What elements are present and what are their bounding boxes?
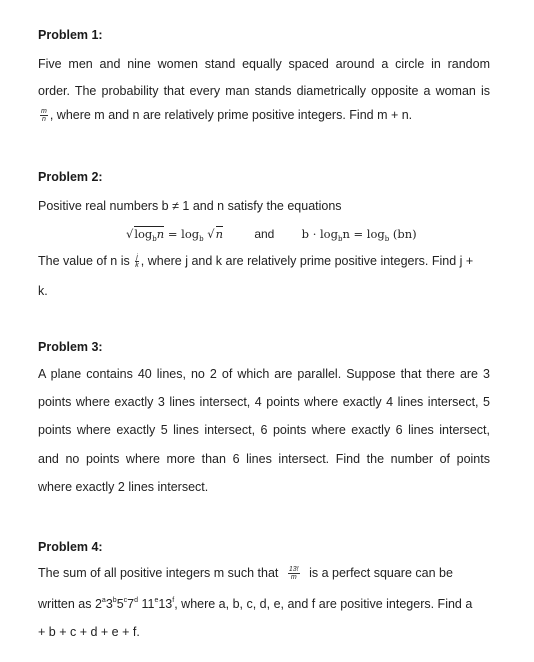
problem-2-line-2: The value of n is $\frac{j}{k}$ , where j and k are relatively prime positive integers. Find j + <box>38 254 474 270</box>
problem-1-line-2: order. The probability that every man stands diametrically opposite a woman is <box>38 84 490 98</box>
problem-1-line-1: Five men and nine women stand equally spaced around a circle in random <box>38 57 490 71</box>
problem-3-title: Problem 3: <box>38 340 103 354</box>
problem-3-line-5: where exactly 2 lines intersect. <box>38 480 209 494</box>
problem-3-line-4: and no points where more than 6 lines intersect. Find the number of points <box>38 452 490 466</box>
problem-2-equations <box>126 226 417 243</box>
problem-3-line-1: A plane contains 40 lines, no 2 of which are parallel. Suppose that there are 3 <box>38 367 490 381</box>
problem-1-line-3: $\frac{m}{n}$ , where m and n are relatively prime positive integers. Find m + n. <box>41 108 413 124</box>
problem-1-title: Problem 1: <box>38 28 103 42</box>
fraction-13-factorial-over-m: $\frac{13!}{m}$ <box>288 566 299 582</box>
problem-3-line-2: points where exactly 3 lines intersect, 4 points where exactly 4 lines intersect, 5 <box>38 395 490 409</box>
problem-4-title: Problem 4: <box>38 540 103 554</box>
problem-4-line-3: + b + c + d + e + f. <box>38 625 140 639</box>
problem-3-line-3: points where exactly 5 lines intersect, 6 points where exactly 6 lines intersect, <box>38 423 490 437</box>
fraction-j-over-k: $\frac{j}{k}$ <box>135 254 139 270</box>
fraction-m-over-n: $\frac{m}{n}$ <box>41 108 47 124</box>
equation-left: $√\log_bn = \log_b √n$ <box>126 227 224 243</box>
problem-4-line-2: written as 2$^a$3$^b$5$^c$7$^d$ 11e13$^f$, where a, b, c, d, e, and f are positive integers. Find a <box>38 597 473 611</box>
equation-and: and <box>254 227 275 241</box>
problem-2-line-3: k. <box>38 284 48 298</box>
problem-2-title: Problem 2: <box>38 170 103 184</box>
problem-4-line-1: The sum of all positive integers m such that $\frac{13!}{m}$ is a perfect square can be <box>38 566 453 582</box>
problem-2-intro: Positive real numbers b ≠ 1 and n satisfy the equations <box>38 199 342 213</box>
equation-right: $b \cdot \log_bn = \log_b (bn)$ <box>301 227 417 243</box>
